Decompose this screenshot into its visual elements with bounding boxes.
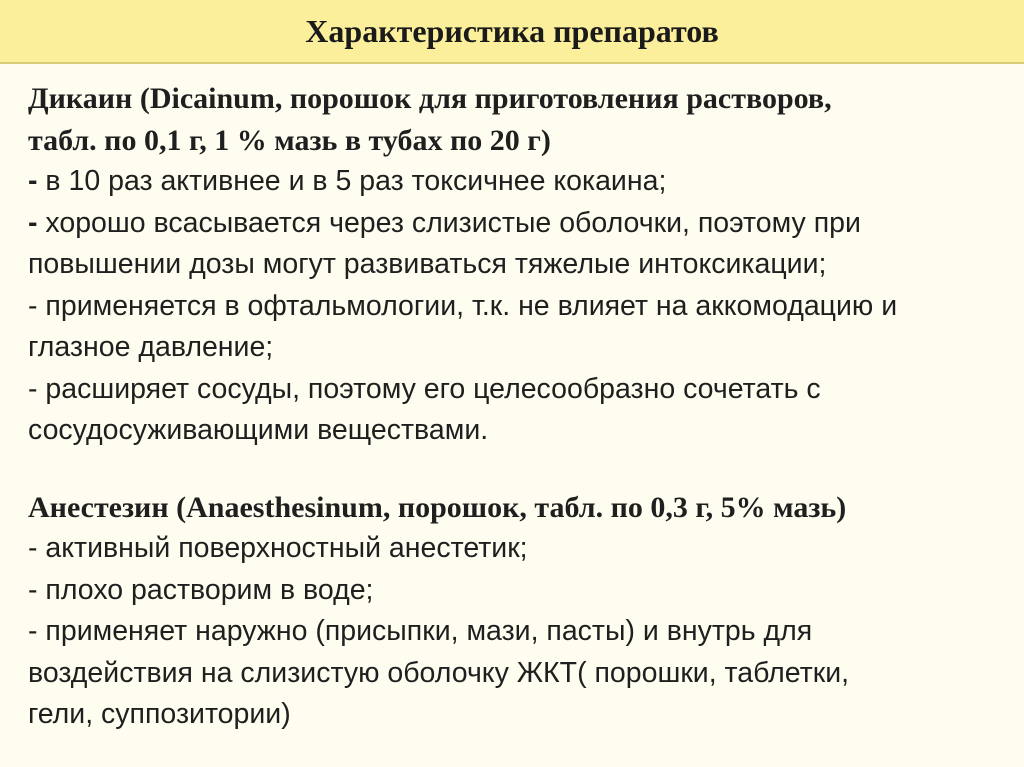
anestezin-line-2: - плохо растворим в воде;	[28, 573, 374, 606]
dicain-line-7: сосудосуживающими веществами.	[28, 414, 489, 446]
anestezin-line-5: гели, суппозитории)	[28, 698, 291, 730]
anestezin-line-4: воздействия на слизистую оболочку ЖКТ( порошки, таблетки,	[28, 656, 850, 689]
dicain-line-1: в 10 раз активнее и в 5 раз токсичнее кокаина;	[37, 165, 667, 197]
dicain-line-5: глазное давление;	[28, 331, 274, 363]
dicain-line-6: - расширяет сосуды, поэтому его целесообразно сочетать с	[28, 372, 821, 405]
anestezin-line-3: - применяет наружно (присыпки, мази, пасты) и внутрь для	[28, 615, 813, 647]
bullet-marker: -	[28, 206, 38, 239]
dicain-line-4: - применяется в офтальмологии, т.к. не влияет на аккомодацию и	[28, 289, 898, 322]
anestezin-heading: Анестезин (Anaesthesinum, порошок, табл. по 0,3 г, 5% мазь)	[28, 490, 847, 524]
slide-title: Характеристика препаратов	[305, 12, 719, 49]
dicain-heading-line-1: Дикаин (Dicainum, порошок для приготовления растворов,	[28, 82, 832, 115]
dicain-heading-line-2: табл. по 0,1 г, 1 % мазь в тубах по 20 г)	[28, 123, 551, 157]
dicain-line-3: повышении дозы могут развиваться тяжелые интоксикации;	[28, 248, 827, 280]
title-bar	[0, 0, 1024, 64]
dicain-line-2: хорошо всасывается через слизистые оболочки, поэтому при	[37, 206, 861, 239]
bullet-marker: -	[28, 165, 38, 197]
dicain-bullet-2	[28, 203, 1003, 245]
dicain-section	[28, 78, 1003, 452]
slide-content	[28, 78, 1003, 736]
anestezin-section	[28, 487, 1003, 736]
dicain-bullet-1	[28, 161, 1003, 203]
section-spacer	[28, 452, 1003, 487]
anestezin-line-1: - активный поверхностный анестетик;	[28, 532, 528, 564]
